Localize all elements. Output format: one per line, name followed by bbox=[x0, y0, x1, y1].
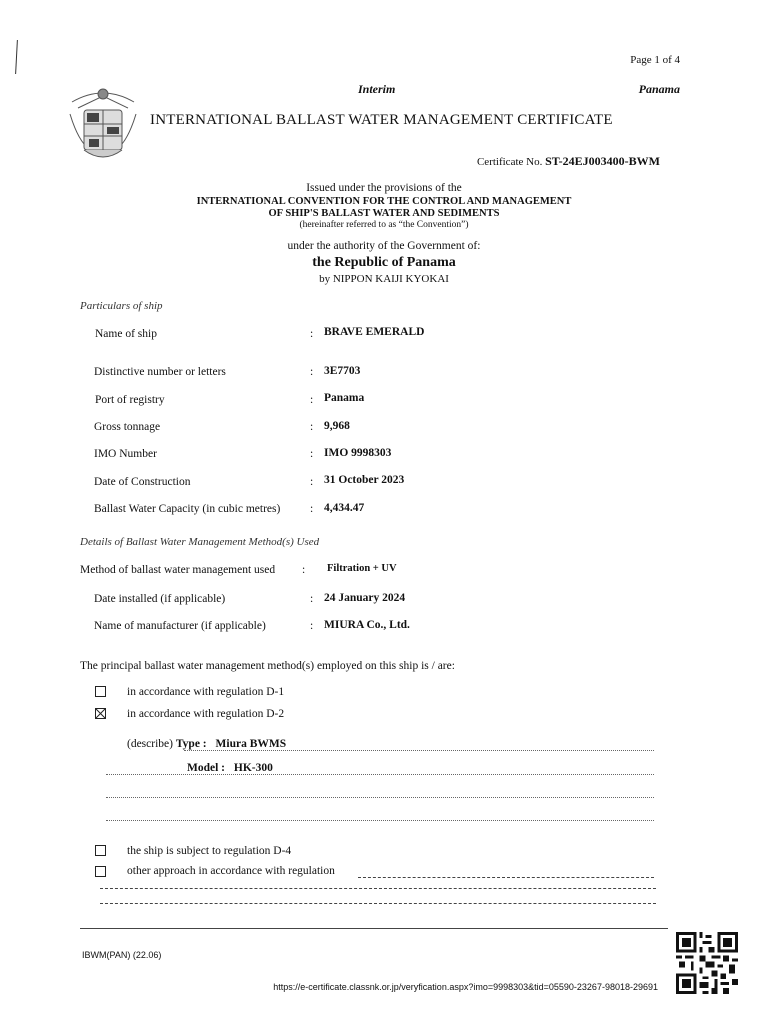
other-approach-dashed-line bbox=[100, 888, 656, 889]
margin-mark bbox=[15, 40, 18, 74]
describe-line bbox=[127, 738, 286, 750]
flag-state-label: Panama bbox=[638, 82, 680, 96]
field-colon: : bbox=[310, 366, 314, 378]
field-colon: : bbox=[310, 448, 314, 460]
field-colon: : bbox=[310, 476, 314, 488]
model-value: HK-300 bbox=[233, 762, 273, 774]
regulation-d1-label: in accordance with regulation D-1 bbox=[127, 686, 285, 698]
authority-text: under the authority of the Government of: bbox=[287, 240, 481, 252]
model-line bbox=[187, 762, 273, 774]
describe-dotted-line bbox=[106, 774, 654, 775]
certificate-title: INTERNATIONAL BALLAST WATER MANAGEMENT CERTIFICATE bbox=[150, 112, 613, 128]
describe-dotted-line bbox=[184, 750, 654, 751]
other-approach-label: other approach in accordance with regulation bbox=[127, 865, 335, 877]
date-of-construction-value: 31 October 2023 bbox=[324, 474, 405, 486]
field-colon: : bbox=[310, 328, 314, 340]
describe-dotted-line bbox=[106, 797, 654, 798]
date-of-construction-label: Date of Construction bbox=[94, 476, 191, 488]
government-name: the Republic of Panama bbox=[312, 255, 456, 270]
regulation-d2-label: in accordance with regulation D-2 bbox=[127, 708, 285, 720]
convention-title-line2: OF SHIP'S BALLAST WATER AND SEDIMENTS bbox=[268, 208, 500, 219]
ship-name-value: BRAVE EMERALD bbox=[324, 326, 425, 338]
issued-under-text: Issued under the provisions of the bbox=[306, 182, 462, 194]
verification-qr-code-icon bbox=[676, 932, 738, 994]
form-code: IBWM(PAN) (22.06) bbox=[82, 950, 162, 960]
convention-title-line1: INTERNATIONAL CONVENTION FOR THE CONTROL AND MANAGEMENT bbox=[196, 196, 572, 207]
bwm-method-value: Filtration + UV bbox=[327, 563, 397, 574]
type-value: Miura BWMS bbox=[215, 738, 287, 750]
method-section-title: Details of Ballast Water Management Method(s) Used bbox=[80, 536, 320, 548]
imo-number-value: IMO 9998303 bbox=[324, 447, 392, 459]
manufacturer-value: MIURA Co., Ltd. bbox=[324, 619, 410, 631]
distinctive-number-label: Distinctive number or letters bbox=[94, 366, 226, 378]
manufacturer-label: Name of manufacturer (if applicable) bbox=[94, 620, 266, 632]
certificate-number-value: ST-24EJ003400-BWM bbox=[545, 154, 660, 168]
field-colon: : bbox=[310, 421, 314, 433]
principal-method-statement: The principal ballast water management method(s) employed on this ship is / are: bbox=[80, 660, 455, 672]
regulation-d2-checkbox[interactable] bbox=[95, 708, 106, 719]
date-installed-label: Date installed (if applicable) bbox=[94, 593, 226, 605]
imo-number-label: IMO Number bbox=[94, 448, 157, 460]
interim-label: Interim bbox=[358, 82, 396, 96]
date-installed-value: 24 January 2024 bbox=[324, 592, 406, 604]
issuer-name: by NIPPON KAIJI KYOKAI bbox=[319, 273, 449, 285]
field-colon: : bbox=[310, 394, 314, 406]
field-colon: : bbox=[310, 620, 314, 632]
page-number: Page 1 of 4 bbox=[630, 54, 680, 66]
field-colon: : bbox=[302, 564, 306, 576]
regulation-d4-checkbox[interactable] bbox=[95, 845, 106, 856]
gross-tonnage-label: Gross tonnage bbox=[94, 421, 161, 433]
port-of-registry-value: Panama bbox=[324, 392, 365, 404]
model-label: Model : bbox=[187, 762, 226, 774]
certificate-number bbox=[477, 154, 660, 169]
bwm-method-label: Method of ballast water management used bbox=[80, 564, 276, 576]
regulation-d4-label: the ship is subject to regulation D-4 bbox=[127, 845, 292, 857]
other-approach-dashed-line bbox=[358, 877, 654, 878]
ballast-capacity-label: Ballast Water Capacity (in cubic metres) bbox=[94, 503, 281, 515]
distinctive-number-value: 3E7703 bbox=[324, 365, 361, 377]
describe-dotted-line bbox=[106, 820, 654, 821]
particulars-section-title: Particulars of ship bbox=[80, 300, 163, 312]
other-approach-dashed-line bbox=[100, 903, 656, 904]
verification-url: https://e-certificate.classnk.or.jp/veryfication.aspx?imo=9998303&tid=05590-23267-98018-29691 bbox=[273, 982, 658, 992]
regulation-d1-checkbox[interactable] bbox=[95, 686, 106, 697]
other-approach-checkbox[interactable] bbox=[95, 866, 106, 877]
ship-name-label: Name of ship bbox=[95, 328, 157, 340]
describe-label: (describe) bbox=[127, 738, 173, 750]
ballast-capacity-value: 4,434.47 bbox=[324, 502, 365, 514]
field-colon: : bbox=[310, 503, 314, 515]
gross-tonnage-value: 9,968 bbox=[324, 420, 350, 432]
certificate-number-label: Certificate No. bbox=[476, 156, 543, 168]
panama-coat-of-arms-icon bbox=[64, 84, 142, 166]
port-of-registry-label: Port of registry bbox=[95, 394, 165, 406]
type-label: Type : bbox=[175, 738, 207, 750]
hereinafter-text: (hereinafter referred to as “the Convention”) bbox=[299, 220, 469, 230]
footer-rule bbox=[80, 928, 668, 929]
field-colon: : bbox=[310, 593, 314, 605]
